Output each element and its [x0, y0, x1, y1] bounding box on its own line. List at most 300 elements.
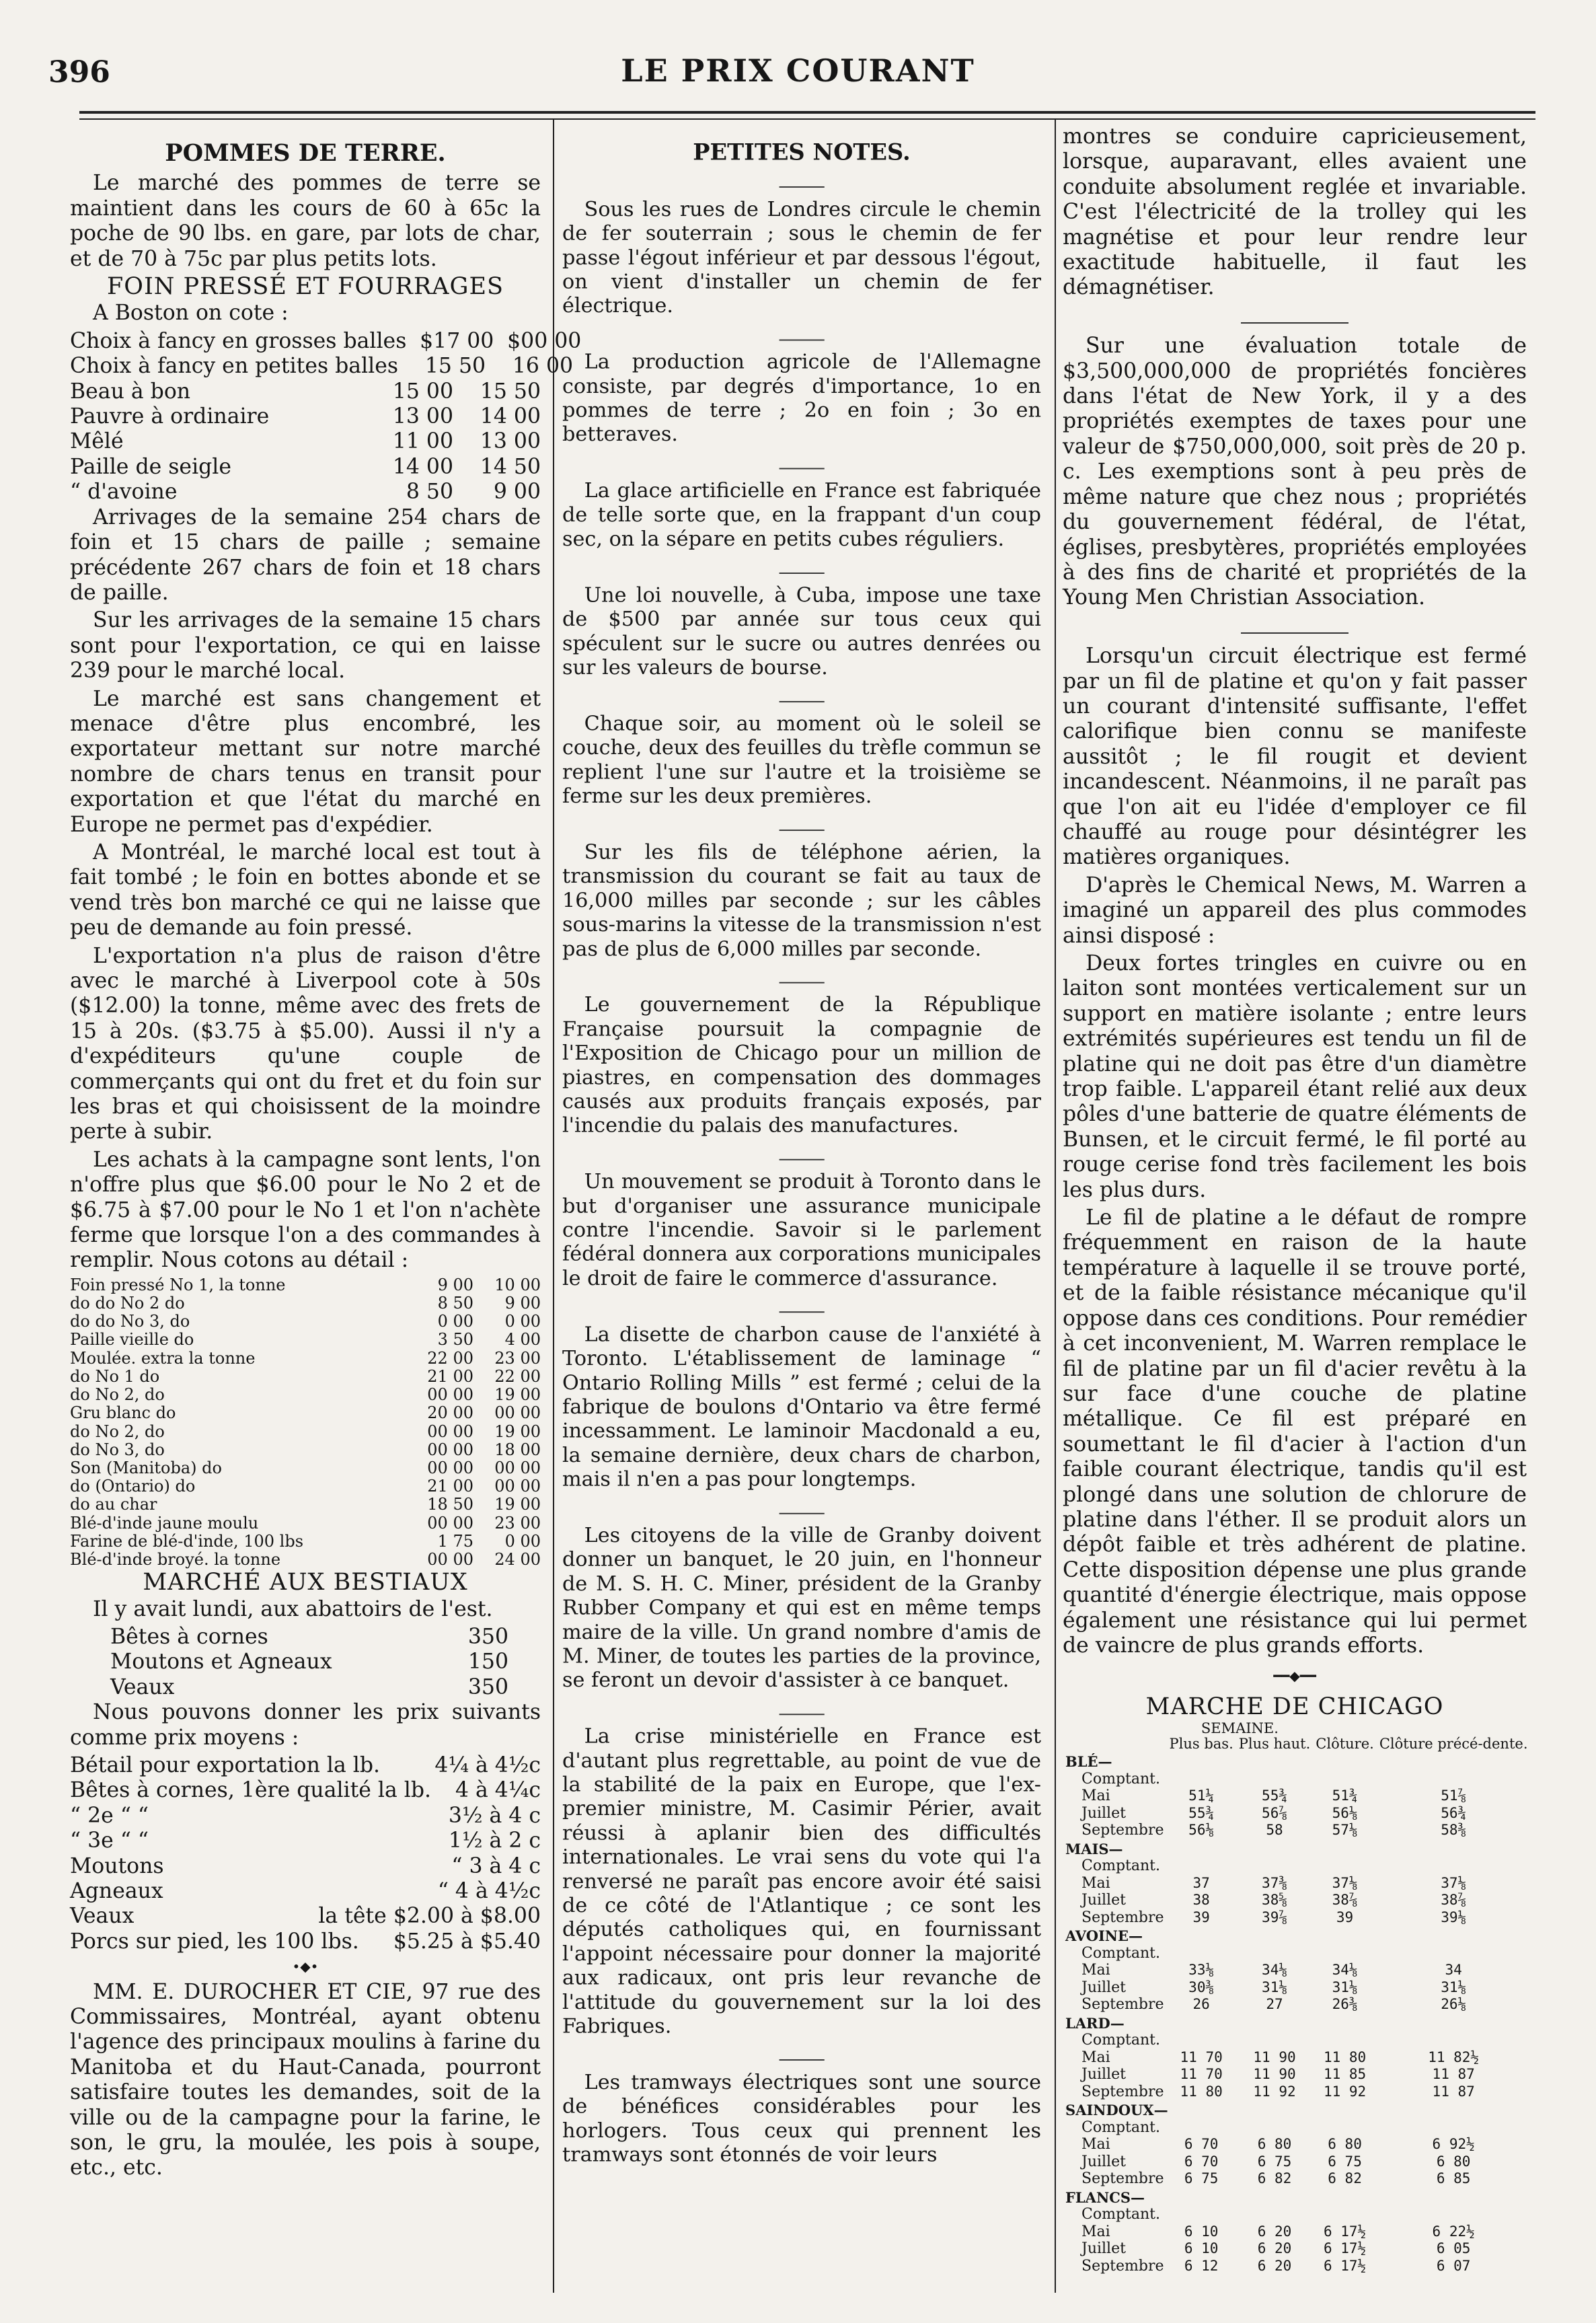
market-value: 37⅛ — [1441, 1874, 1467, 1891]
chicago-market-table — [1063, 1721, 1527, 2275]
market-value: 38 — [1192, 1892, 1210, 1909]
price-row — [70, 354, 574, 379]
livestock-value: 4 à 4¼c — [455, 1778, 541, 1803]
price-row — [70, 404, 541, 429]
bestiaux-avg: Nous pouvons donner les prix suivants comme prix moyens : — [70, 1700, 541, 1750]
market-row — [1063, 2119, 1531, 2137]
commodity-row — [1063, 1752, 1531, 1771]
count-row — [110, 1625, 508, 1650]
market-value: 57⅛ — [1332, 1822, 1358, 1839]
market-row — [1063, 1909, 1531, 1927]
market-value: 51¼ — [1188, 1787, 1215, 1804]
note-separator — [562, 322, 1041, 346]
detail-row — [70, 1404, 541, 1422]
note-separator — [562, 451, 1041, 475]
section-title-petites-notes: PETITES NOTES. — [693, 139, 911, 166]
market-value — [1313, 1771, 1377, 1788]
foin-boston: A Boston on cote : — [93, 301, 289, 326]
market-value: 39 — [1336, 1909, 1354, 1925]
commodity-name: LARD— — [1065, 2014, 1125, 2032]
price-label: “ d'avoine — [70, 480, 178, 505]
market-label: Juillet — [1081, 1804, 1126, 1822]
market-label: Comptant. — [1081, 1770, 1160, 1787]
market-value — [1167, 2119, 1236, 2137]
market-value: 6 20 — [1257, 2257, 1292, 2274]
column-middle — [562, 138, 1041, 2170]
price-from: 15 50 — [424, 354, 486, 379]
livestock-value: 4¼ à 4½c — [434, 1753, 541, 1777]
detail-label: Moulée. extra la tonne — [70, 1348, 256, 1368]
count-label: Moutons et Agneaux — [110, 1650, 332, 1674]
market-value — [1313, 1945, 1377, 1962]
market-label: Juillet — [1081, 2066, 1126, 2084]
commodity-row — [1063, 2100, 1531, 2119]
right-paragraph: Le fil de platine a le défaut de rompre fréquemment en raison de la haute température à laquelle il se trouve porté, et de la faible résistance mécanique qu'il oppose dans ces conditions. Pour remédier à cet inconvenient, M. Warren remplace le fil de platine par un fil d'acier revêtu à la sur face d'une couche de platine métallique. Ce fil est préparé en soumettant le fil d'acier à l'action d'un faible courant électrique, tandis qu'il est plongé dans une solution de chlorure de platine dans l'éther. Il se produit alors un dépôt faible et très adhérent de platine. Cette disposition dépense une plus grande quantité d'énergie électrique, mais oppose également une résistance qui lui permet de vaincre de plus grands efforts. — [1063, 1206, 1527, 1658]
detail-row — [70, 1386, 541, 1404]
market-value: 6 70 — [1184, 2153, 1219, 2170]
market-value: 31⅛ — [1262, 1979, 1287, 1995]
livestock-value: “ 4 à 4½c — [437, 1879, 541, 1903]
foin-p1: Arrivages de la semaine 254 chars de foin et 15 chars de paille ; semaine précédente 267 chars de foin et 18 chars de paille. — [70, 505, 541, 605]
header-rule-top — [79, 111, 1535, 114]
detail-to: 22 00 — [494, 1366, 541, 1386]
note-paragraph: La disette de charbon cause de l'anxiété à Toronto. L'établissement de laminage “ Ontario Rolling Mills ” est fermé ; celui de la fabrique de boulons d'Ontario va être fermé incessamment. Le laminoir Macdonald a eu, la semaine dernière, deux chars de charbon, mais il n'en a pas pour longtemps. — [562, 1323, 1041, 1491]
market-value: 56⅞ — [1262, 1804, 1287, 1821]
market-value: 6 10 — [1184, 2223, 1219, 2240]
market-label: Mai — [1081, 1962, 1110, 1979]
price-to: $00 00 — [507, 328, 582, 353]
market-row — [1063, 2206, 1531, 2223]
market-row — [1063, 2153, 1531, 2171]
market-label: Septembre — [1081, 1996, 1164, 2014]
market-value — [1377, 1771, 1531, 1788]
durocher-notice: MM. E. DUROCHER ET CIE, 97 rue des Commissaires, Montréal, ayant obtenu l'agence des principaux moulins à farine du Manitoba et du Haut-Canada, pourront satisfaire toutes les demandes, soit de la ville ou de la campagne pour la farine, le son, le gru, la moulée, les pois à soupe, etc., etc. — [70, 1979, 541, 2180]
market-value: 11 82½ — [1428, 2049, 1480, 2065]
market-value: 6 75 — [1328, 2153, 1362, 2170]
column-right — [1063, 124, 1527, 2275]
column-left — [70, 138, 582, 2184]
market-value: 6 75 — [1184, 2170, 1219, 2187]
price-row — [70, 379, 541, 404]
price-to: 13 00 — [480, 429, 541, 454]
livestock-price-row — [70, 1929, 541, 1954]
head-cloture-prec: Clôture précé-dente. — [1379, 1736, 1528, 1753]
count-label: Bêtes à cornes — [110, 1624, 268, 1649]
detail-label: do No 1 do — [70, 1366, 160, 1386]
right-paragraph: montres se conduire capricieusement, lorsque, auparavant, elles avaient une conduite absolument reglée et invariable. C'est l'électricité de la trolley qui les magnétise et pour leur rendre leur exactitude habituelle, il faut les démagnétiser. — [1063, 124, 1527, 300]
market-value: 38⅞ — [1441, 1892, 1467, 1909]
head-cloture: Clôture. — [1316, 1736, 1374, 1753]
right-paragraph: Sur une évaluation totale de $3,500,000,000 de propriétés foncières dans l'état de New York, il y a des propriétés exemptes de taxes pour une valeur de $750,000,000, soit près de 20 p. c. Les exemptions sont à peu près de même nature que chez nous ; propriétés du gouvernement fédéral, de l'état, églises, presbytères, propriétés employées à des fins de charité et propriétés de la Young Men Christian Association. — [1063, 334, 1527, 610]
notes-list — [562, 198, 1041, 2168]
section-title-foin: FOIN PRESSÉ ET FOURRAGES — [107, 273, 504, 301]
market-value: 6 12 — [1184, 2257, 1219, 2274]
market-row — [1063, 1822, 1531, 1839]
detail-row — [70, 1496, 541, 1514]
market-value: 6 17½ — [1323, 2223, 1367, 2240]
foin-p3: Le marché est sans changement et menace d'être plus encombré, les exportateur mettant sur notre marché nombre de chars tenus en transit pour exportation et que l'état du marché en Europe ne permet pas d'expédier. — [70, 686, 541, 837]
commodity-name: MAIS— — [1065, 1840, 1123, 1857]
market-value: 6 80 — [1436, 2153, 1471, 2170]
detail-row — [70, 1350, 541, 1368]
market-label: Comptant. — [1081, 2032, 1160, 2049]
market-label: Septembre — [1081, 1822, 1164, 1839]
head-semaine: SEMAINE. — [1201, 1720, 1279, 1737]
detail-to: 9 00 — [504, 1294, 541, 1313]
detail-row — [70, 1423, 541, 1441]
market-value: 51⅞ — [1441, 1787, 1467, 1804]
market-value — [1236, 2206, 1314, 2223]
livestock-label: Porcs sur pied, les 100 lbs. — [70, 1929, 359, 1954]
column-divider-2 — [1055, 120, 1056, 2293]
head-plus-haut: Plus haut. — [1238, 1736, 1311, 1753]
detail-from: 3 50 — [437, 1330, 473, 1350]
market-value: 11 92 — [1253, 2083, 1296, 2100]
detail-price-list — [70, 1276, 541, 1569]
note-separator — [562, 1142, 1041, 1167]
market-value — [1377, 2032, 1531, 2049]
detail-from: 00 00 — [427, 1385, 473, 1405]
note-separator — [562, 2042, 1041, 2067]
market-value: 37⅛ — [1332, 1874, 1358, 1891]
count-value: 150 — [467, 1650, 508, 1674]
market-value: 31⅛ — [1332, 1979, 1358, 1995]
detail-to: 00 00 — [494, 1403, 541, 1423]
market-value: 26⅜ — [1332, 1996, 1358, 2013]
market-value — [1313, 2206, 1377, 2223]
detail-from: 21 00 — [427, 1366, 473, 1386]
commodity-row — [1063, 1839, 1531, 1858]
foin-price-list — [70, 328, 582, 505]
commodity-name: SAINDOUX— — [1065, 2102, 1168, 2119]
market-label: Comptant. — [1081, 2118, 1160, 2136]
detail-label: Blé-d'inde jaune moulu — [70, 1513, 259, 1533]
market-value: 11 70 — [1180, 2066, 1223, 2083]
price-to: 16 00 — [512, 354, 574, 379]
foin-p5: L'exportation n'a plus de raison d'être avec le marché à Liverpool cote à 50s ($12.00) la tonne, même avec des frets de 15 à 20s. ($3.75 à $5.00). Aussi il n'y a d'expéditeurs qu'une couple de commerçants qui ont du fret et du foin sur les bras et qui choisissent de la moindre perte à subir. — [70, 943, 541, 1144]
livestock-value: la tête $2.00 à $8.00 — [318, 1904, 541, 1929]
price-row — [70, 429, 541, 454]
detail-to: 18 00 — [494, 1440, 541, 1459]
market-value: 56⅛ — [1188, 1822, 1215, 1839]
price-from: 8 50 — [406, 480, 453, 505]
market-value — [1167, 2032, 1236, 2049]
page-number: 396 — [48, 55, 110, 89]
market-row — [1063, 2084, 1531, 2101]
market-value: 6 20 — [1257, 2223, 1292, 2240]
detail-label: do do No 3, do — [70, 1312, 190, 1331]
market-value: 26 — [1192, 1996, 1210, 2013]
note-paragraph: Le gouvernement de la République Française poursuit la compagnie de l'Exposition de Chicago pour un million de piastres, en compensation des dommages causés aux produits français exposés, par l'incendie du palais des manufactures. — [562, 993, 1041, 1138]
livestock-label: Veaux — [70, 1904, 135, 1929]
detail-to: 19 00 — [494, 1495, 541, 1514]
market-row — [1063, 1787, 1531, 1805]
commodity-name: FLANCS— — [1065, 2188, 1145, 2206]
commodity-name: AVOINE— — [1065, 1927, 1143, 1945]
price-from: 14 00 — [392, 454, 453, 479]
detail-to: 23 00 — [494, 1513, 541, 1533]
livestock-label: “ 2e “ “ — [70, 1803, 149, 1828]
market-value — [1313, 2119, 1377, 2137]
market-value — [1377, 1857, 1531, 1875]
market-value: 6 20 — [1257, 2240, 1292, 2257]
market-value: 38⅝ — [1262, 1892, 1287, 1909]
section-title-pommes: POMMES DE TERRE. — [165, 139, 446, 167]
note-separator — [562, 1496, 1041, 1520]
livestock-price-row — [70, 1753, 541, 1778]
market-row — [1063, 1805, 1531, 1822]
market-value: 11 80 — [1323, 2049, 1367, 2065]
detail-from: 00 00 — [427, 1422, 473, 1441]
livestock-value: $5.25 à $5.40 — [393, 1929, 541, 1954]
detail-to: 4 00 — [504, 1330, 541, 1350]
market-value: 33⅛ — [1188, 1962, 1215, 1979]
bestiaux-intro: Il y avait lundi, aux abattoirs de l'est. — [93, 1596, 493, 1621]
count-row — [110, 1675, 508, 1700]
header-rule-bottom — [79, 118, 1535, 120]
detail-from: 21 00 — [427, 1477, 473, 1496]
commodity-row — [1063, 2188, 1531, 2207]
market-label: Juillet — [1081, 1892, 1126, 1909]
market-row — [1063, 2032, 1531, 2049]
market-label: Juillet — [1081, 2153, 1126, 2170]
market-value — [1377, 2206, 1531, 2223]
market-value — [1377, 2119, 1531, 2137]
market-value — [1236, 2119, 1314, 2137]
market-value — [1167, 1945, 1236, 1962]
price-label: Pauvre à ordinaire — [70, 404, 270, 429]
price-from: 13 00 — [392, 404, 453, 429]
livestock-price-row — [70, 1854, 541, 1879]
price-from: 11 00 — [392, 429, 453, 454]
detail-row — [70, 1294, 541, 1313]
market-value: 37⅜ — [1262, 1874, 1287, 1891]
detail-from: 20 00 — [427, 1403, 473, 1423]
detail-row — [70, 1313, 541, 1331]
livestock-label: Agneaux — [70, 1879, 163, 1903]
note-paragraph: Une loi nouvelle, à Cuba, impose une taxe de $500 par année sur tous ceux qui spéculent sur le sucre ou autres denrées ou sur les valeurs de bourse. — [562, 583, 1041, 679]
market-value: 11 80 — [1180, 2083, 1223, 2100]
market-row — [1063, 1892, 1531, 1909]
note-paragraph: Les citoyens de la ville de Granby doivent donner un banquet, le 20 juin, en l'honneur de M. S. H. C. Miner, président de la Granby Rubber Company et qui est en même temps maire de la ville. Un grand nombre d'amis de M. Miner, de toutes les parties de la province, se feront un devoir d'assister à ce banquet. — [562, 1524, 1041, 1693]
detail-row — [70, 1514, 541, 1533]
price-from: 15 00 — [392, 379, 453, 404]
market-value: 6 07 — [1436, 2257, 1471, 2274]
market-value: 34⅛ — [1332, 1962, 1358, 1979]
market-row — [1063, 1996, 1531, 2014]
detail-to: 24 00 — [494, 1549, 541, 1569]
market-label: Comptant. — [1081, 1857, 1160, 1875]
detail-from: 22 00 — [427, 1348, 473, 1368]
market-label: Mai — [1081, 1787, 1110, 1805]
market-row — [1063, 2170, 1531, 2188]
detail-row — [70, 1331, 541, 1349]
livestock-price-row — [70, 1904, 541, 1929]
note-paragraph: La production agricole de l'Allemagne consiste, par degrés d'importance, 1o en pommes de terre ; 2o en foin ; 3o en betteraves. — [562, 351, 1041, 447]
livestock-label: Moutons — [70, 1853, 164, 1878]
count-value: 350 — [467, 1624, 508, 1649]
livestock-label: “ 3e “ “ — [70, 1829, 149, 1853]
note-separator — [562, 684, 1041, 708]
detail-row — [70, 1551, 541, 1569]
market-value — [1236, 1771, 1314, 1788]
ornament-right: ━━◆━━ — [1273, 1668, 1316, 1685]
commodity-name: BLÉ— — [1065, 1753, 1112, 1771]
detail-to: 00 00 — [494, 1458, 541, 1477]
market-value: 55¾ — [1262, 1787, 1287, 1804]
detail-to: 00 00 — [494, 1477, 541, 1496]
note-separator — [562, 1697, 1041, 1721]
market-row — [1063, 2240, 1531, 2258]
detail-label: do (Ontario) do — [70, 1477, 196, 1496]
commodity-row — [1063, 2014, 1531, 2032]
detail-row — [70, 1368, 541, 1386]
note-paragraph: Un mouvement se produit à Toronto dans le but d'organiser une assurance municipale contre l'incendie. Savoir si le parlement fédéral donnera aux corporations municipales le droit de faire le commerce d'assurance. — [562, 1170, 1041, 1290]
detail-row — [70, 1276, 541, 1294]
head-plus-bas: Plus bas. — [1169, 1736, 1233, 1753]
livestock-value: 3½ à 4 c — [448, 1803, 541, 1828]
detail-from: 1 75 — [437, 1531, 473, 1551]
market-value: 6 17½ — [1323, 2240, 1367, 2257]
market-value: 6 82 — [1257, 2170, 1292, 2187]
detail-label: Blé-d'inde broyé. la tonne — [70, 1549, 281, 1569]
market-value: 55¾ — [1188, 1804, 1215, 1821]
market-value: 11 85 — [1323, 2066, 1367, 2083]
market-value: 6 80 — [1257, 2136, 1292, 2153]
right-separator — [1063, 615, 1527, 640]
market-label: Septembre — [1081, 2170, 1164, 2188]
market-value: 6 75 — [1257, 2153, 1292, 2170]
detail-to: 0 00 — [504, 1531, 541, 1551]
market-row — [1063, 1875, 1531, 1892]
price-label: Beau à bon — [70, 379, 191, 404]
detail-from: 0 00 — [437, 1312, 473, 1331]
market-value — [1167, 1771, 1236, 1788]
count-label: Veaux — [110, 1674, 175, 1699]
foin-p6: Les achats à la campagne sont lents, l'on n'offre plus que $6.00 pour le No 2 et de $6.75 à $7.00 pour le No 1 et l'on n'achète ferme que lorsque l'on a des commandes à remplir. Nous cotons au détail : — [70, 1147, 541, 1273]
price-to: 15 50 — [480, 379, 541, 404]
market-value — [1313, 2032, 1377, 2049]
detail-to: 19 00 — [494, 1385, 541, 1405]
market-value — [1236, 1857, 1314, 1875]
price-row — [70, 480, 541, 505]
market-value: 6 70 — [1184, 2136, 1219, 2153]
detail-label: Gru blanc do — [70, 1403, 176, 1423]
detail-row — [70, 1533, 541, 1551]
detail-label: Paille vieille do — [70, 1330, 194, 1350]
price-to: 14 50 — [480, 454, 541, 479]
market-value: 11 87 — [1432, 2066, 1475, 2083]
ornament: •◆• — [292, 1958, 319, 1975]
detail-to: 0 00 — [504, 1312, 541, 1331]
price-row — [70, 455, 541, 480]
note-paragraph: La glace artificielle en France est fabriquée de telle sorte que, en la frappant d'un coup sec, on la sépare en petits cubes réguliers. — [562, 479, 1041, 551]
note-separator — [562, 813, 1041, 837]
detail-label: do No 2, do — [70, 1422, 165, 1441]
price-label: Choix à fancy en petites balles — [70, 354, 399, 379]
market-row — [1063, 2049, 1531, 2067]
market-value: 6 82 — [1328, 2170, 1362, 2187]
market-value: 6 10 — [1184, 2240, 1219, 2257]
market-value: 38⅞ — [1332, 1892, 1358, 1909]
market-row — [1063, 2258, 1531, 2275]
column-divider-1 — [553, 120, 554, 2293]
market-row — [1063, 2066, 1531, 2084]
price-from: $17 00 — [420, 328, 494, 353]
livestock-label: Bétail pour exportation la lb. — [70, 1753, 381, 1777]
right-paragraphs — [1063, 124, 1527, 1658]
market-value: 31⅛ — [1441, 1979, 1467, 1995]
detail-label: do au char — [70, 1495, 157, 1514]
market-value: 6 22½ — [1432, 2223, 1475, 2240]
detail-label: Foin pressé No 1, la tonne — [70, 1275, 286, 1294]
market-value: 6 05 — [1436, 2240, 1471, 2257]
market-value: 30⅜ — [1188, 1979, 1215, 1995]
detail-to: 23 00 — [494, 1348, 541, 1368]
market-label: Mai — [1081, 1874, 1110, 1892]
market-value: 34⅛ — [1262, 1962, 1287, 1979]
right-paragraph: Deux fortes tringles en cuivre ou en laiton sont montées verticalement sur un support en matière isolante ; entre leurs extrémités supérieures est tendu un fil de platine qui ne doit pas être d'un diamètre trop faible. L'appareil étant relié aux deux pôles d'une batterie de quatre éléments de Bunsen, et le circuit fermé, le fil porté au rouge cerise fond très facilement les bois les plus durs. — [1063, 951, 1527, 1202]
market-label: Septembre — [1081, 2083, 1164, 2100]
market-value: 6 17½ — [1323, 2257, 1367, 2274]
market-row — [1063, 2136, 1531, 2153]
market-value — [1167, 1857, 1236, 1875]
market-value: 56⅛ — [1332, 1804, 1358, 1821]
detail-row — [70, 1441, 541, 1459]
market-value: 39⅛ — [1441, 1909, 1467, 1925]
market-value: 6 85 — [1436, 2170, 1471, 2187]
foin-p2: Sur les arrivages de la semaine 15 chars sont pour l'exportation, ce qui en laisse 239 pour le marché local. — [70, 608, 541, 684]
detail-to: 19 00 — [494, 1422, 541, 1441]
note-paragraph: Chaque soir, au moment où le soleil se couche, deux des feuilles du trèfle commun se replient l'une sur l'autre et la troisième se ferme sur les deux premières. — [562, 712, 1041, 808]
detail-from: 18 50 — [427, 1495, 473, 1514]
page-title: LE PRIX COURANT — [621, 52, 975, 89]
detail-label: do do No 2 do — [70, 1294, 185, 1313]
bestiaux-counts — [70, 1625, 541, 1700]
market-value: 6 80 — [1328, 2136, 1362, 2153]
price-label: Paille de seigle — [70, 454, 232, 479]
market-value: 11 90 — [1253, 2066, 1296, 2083]
detail-from: 00 00 — [427, 1513, 473, 1533]
market-row — [1063, 1962, 1531, 1979]
market-label: Mai — [1081, 2136, 1110, 2153]
market-label: Mai — [1081, 2049, 1110, 2066]
market-row — [1063, 1945, 1531, 1962]
chicago-title: MARCHE DE CHICAGO — [1145, 1693, 1444, 1720]
detail-to: 10 00 — [494, 1275, 541, 1294]
bestiaux-prices — [70, 1753, 541, 1954]
livestock-value: 1½ à 2 c — [448, 1829, 541, 1853]
livestock-label: Bêtes à cornes, 1ère qualité la lb. — [70, 1778, 432, 1803]
market-value: 58 — [1266, 1822, 1283, 1839]
market-value: 26⅛ — [1441, 1996, 1467, 2013]
market-value: 39 — [1192, 1909, 1210, 1925]
market-value: 58⅜ — [1441, 1822, 1467, 1839]
market-value: 56¾ — [1441, 1804, 1467, 1821]
count-row — [110, 1650, 508, 1674]
detail-label: Son (Manitoba) do — [70, 1458, 222, 1477]
detail-from: 9 00 — [437, 1275, 473, 1294]
count-value: 350 — [467, 1674, 508, 1699]
section-title-bestiaux: MARCHÉ AUX BESTIAUX — [143, 1569, 468, 1596]
market-value: 11 87 — [1432, 2083, 1475, 2100]
market-value: 11 92 — [1323, 2083, 1367, 2100]
price-to: 9 00 — [493, 480, 541, 505]
market-value: 34 — [1445, 1962, 1462, 1979]
detail-label: do No 2, do — [70, 1385, 165, 1405]
livestock-price-row — [70, 1829, 541, 1853]
market-label: Juillet — [1081, 1979, 1126, 1996]
